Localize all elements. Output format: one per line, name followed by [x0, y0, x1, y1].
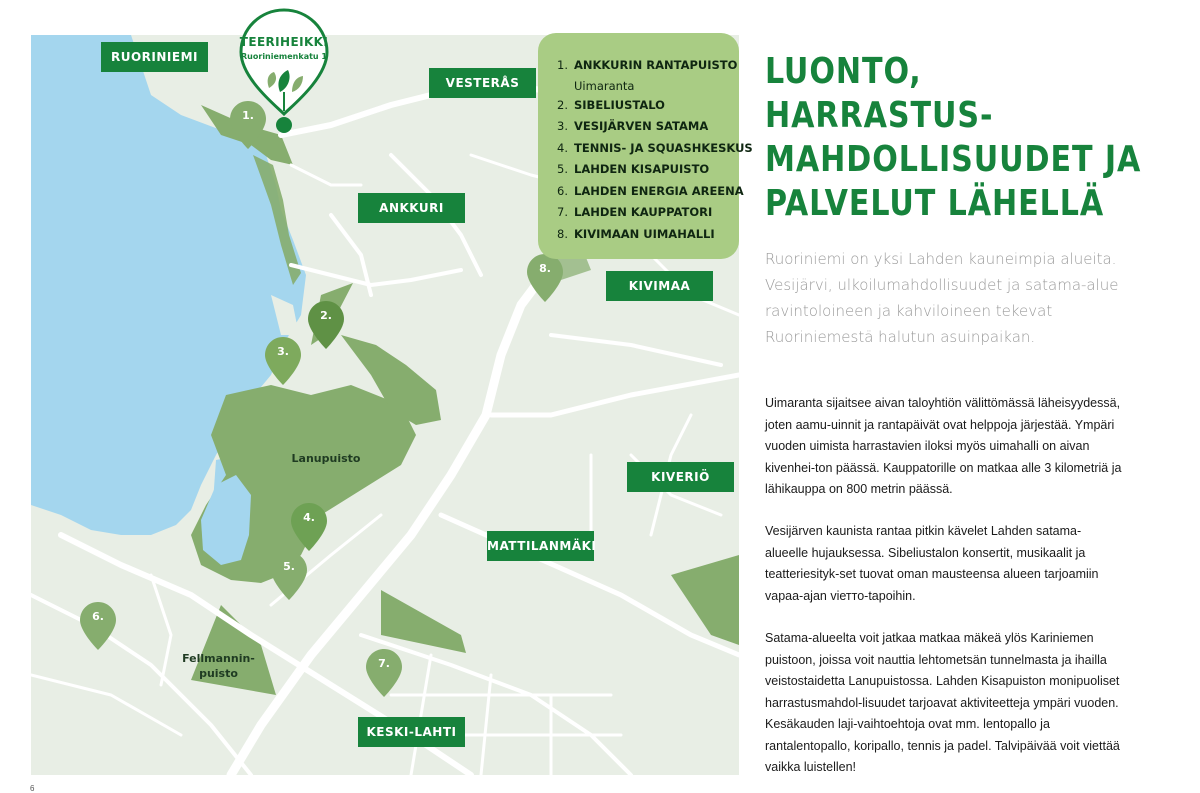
- main-pin-title: TEERIHEIKKI: [239, 35, 329, 49]
- legend-item: [557, 95, 739, 117]
- location-pin-icon: [236, 6, 332, 134]
- district-kivimaa: KIVIMAA: [606, 271, 713, 301]
- legend-item-number: 7.: [557, 205, 568, 219]
- page-number: 6: [30, 784, 35, 793]
- legend-item-name: VESIJÄRVEN SATAMA: [574, 119, 709, 133]
- legend-item-number: 3.: [557, 119, 568, 133]
- page-headline: [765, 50, 1156, 226]
- main-location-pin[interactable]: [236, 6, 332, 134]
- district-kiverio: KIVERIÖ: [627, 462, 734, 492]
- map-pin-8-label: 8.: [539, 262, 551, 275]
- lanupuisto-pond: [201, 475, 251, 565]
- map-pin-5-label: 5.: [283, 560, 295, 573]
- map-pin-6-label: 6.: [92, 610, 104, 623]
- legend-item: [557, 202, 739, 224]
- map-pin-3[interactable]: [265, 337, 301, 387]
- map-pin-6[interactable]: [80, 602, 116, 652]
- legend-item: [557, 224, 739, 246]
- legend-item: [557, 138, 753, 160]
- map-pin-2-label: 2.: [320, 309, 332, 322]
- park-label-fellmanninpuisto: [171, 651, 266, 681]
- legend-item: [557, 159, 739, 181]
- legend-item-name: ANKKURIN RANTAPUISTO: [574, 58, 738, 72]
- district-ankkuri: ANKKURI: [358, 193, 465, 223]
- park-label-fellmanninpuisto-line1: Fellmannin-: [182, 652, 255, 665]
- map-pin-2[interactable]: [308, 301, 344, 351]
- legend-item-name: SIBELIUSTALO: [574, 97, 665, 112]
- map-pin-5[interactable]: [271, 552, 307, 602]
- legend-item-number: 4.: [557, 140, 568, 155]
- district-vesteras: VESTERÅS: [429, 68, 536, 98]
- legend-item-sub: Uimaranta: [574, 78, 635, 93]
- park-label-lanupuisto: Lanupuisto: [291, 452, 361, 465]
- legend-item-number: 5.: [557, 162, 568, 176]
- legend-item: [557, 116, 739, 138]
- legend-item: [557, 181, 744, 203]
- headline-line-2: MAHDOLLISUUDET JA: [765, 139, 1142, 180]
- legend-list: [538, 33, 753, 245]
- legend-item-number: 6.: [557, 183, 568, 198]
- fellmanninpuisto-park: [191, 605, 276, 695]
- district-mattilanmaki: MATTILANMÄKI: [487, 531, 594, 561]
- map-pin-8[interactable]: [527, 254, 563, 304]
- map-pin-7-label: 7.: [378, 657, 390, 670]
- headline-line-1: LUONTO, HARRASTUS-: [765, 51, 994, 136]
- lead-paragraph: Ruoriniemi on yksi Lahden kauneimpia alueita. Vesijärvi, ulkoilumahdollisuudet ja satama-alue ravintoloineen ja kahviloineen tekevat Ruoriniemestä halutun asuinpaikan.: [765, 250, 1119, 346]
- body-paragraph-1: Uimaranta sijaitsee aivan taloyhtiön välittömässä läheisyydessä, joten aamu-uinnit ja rantapäivät ovat helppoja järjestää. Ympäri vuoden uimista harrastavien iloksi myös uimahalli on aivan kivenhei-ton päässä. Kauppatorille on matkaa alle 3 kilometriä ja lähikauppa on 800 metrin päässä.: [765, 396, 1122, 496]
- park-centre: [381, 590, 466, 653]
- legend-item-number: 2.: [557, 97, 568, 112]
- legend-item-name: LAHDEN ENERGIA AREENA: [574, 183, 744, 198]
- map-pin-4[interactable]: [291, 503, 327, 553]
- body-paragraph-3: Satama-alueelta voit jatkaa matkaa mäkeä ylös Kariniemen puistoon, joissa voit nauttia lehtometsän tunnelmasta ja ihailla veistostaidetta Lanupuistossa. Lahden Kisapuiston monipuoliset harrastusmahdol-lisuudet tarjoavat aktiviteetteja ympäri vuoden. Kesäkauden laji-vaihtoehtoja ovat mm. lentopallo ja rantalentopallo, koripallo, tennis ja padel. Talvipäivää voit viettää vaikka luistellen!: [765, 631, 1120, 774]
- legend-item-number: 8.: [557, 226, 568, 241]
- legend-item: [557, 55, 739, 95]
- legend-item-name: KIVIMAAN UIMAHALLI: [574, 226, 715, 241]
- main-pin-address: Ruoriniemenkatu 1: [241, 52, 327, 61]
- park-label-fellmanninpuisto-line2: puisto: [199, 667, 238, 680]
- map-pin-1-label: 1.: [242, 109, 254, 122]
- map-pin-4-label: 4.: [303, 511, 315, 524]
- district-keski-lahti: KESKI-LAHTI: [358, 717, 465, 747]
- legend-item-name: LAHDEN KAUPPATORI: [574, 205, 713, 219]
- headline-line-3: PALVELUT LÄHELLÄ: [765, 183, 1105, 224]
- legend-item-number: 1.: [557, 58, 568, 72]
- map-pin-7[interactable]: [366, 649, 402, 699]
- map-pin-3-label: 3.: [277, 345, 289, 358]
- map-legend: [538, 33, 753, 259]
- legend-item-name: LAHDEN KISAPUISTO: [574, 162, 710, 176]
- body-paragraph-2: Vesijärven kaunista rantaa pitkin kävelet Lahden satama-alueelle hujauksessa. Sibeliustalon konsertit, musikaalit ja teatteriesityk-set tuovat oman mausteensa alueen tarjoamiin vapaa-ajan viетто-tapoihin.: [765, 524, 1099, 603]
- legend-item-name: TENNIS- JA SQUASHKESKUS: [574, 140, 753, 155]
- district-ruoriniemi: RUORINIEMI: [101, 42, 208, 72]
